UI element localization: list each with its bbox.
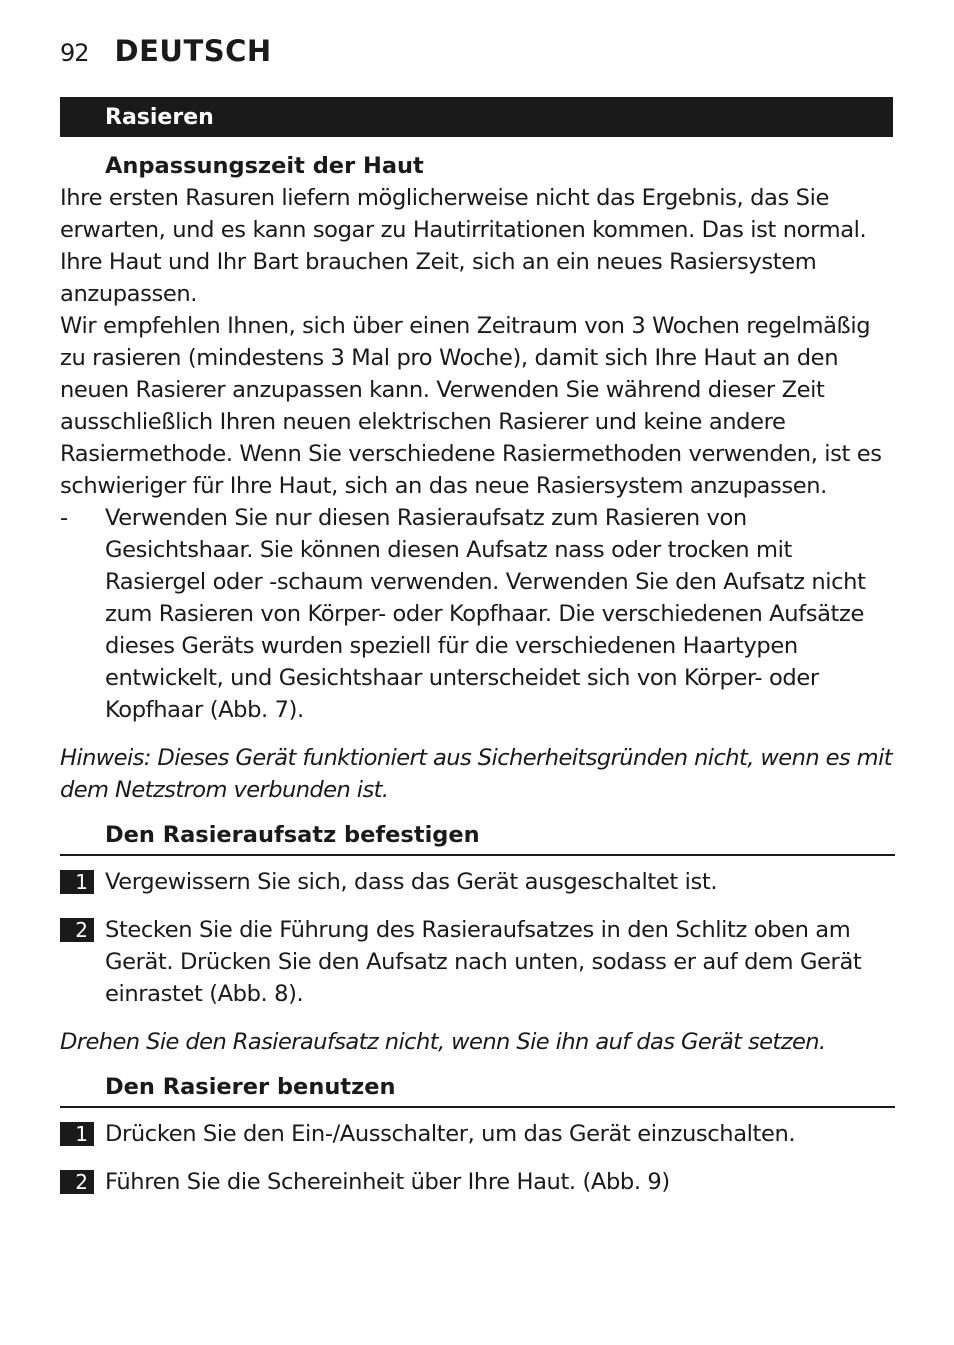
use-step-1 [60, 1118, 895, 1150]
language-title: DEUTSCH [114, 34, 272, 68]
step-text: Vergewissern Sie sich, dass das Gerät ausgeschaltet ist. [105, 869, 718, 895]
use-step-2 [60, 1166, 895, 1198]
use-heading: Den Rasierer benutzen [60, 1072, 895, 1108]
attach-heading: Den Rasieraufsatz befestigen [60, 820, 895, 856]
bullet-text: Verwenden Sie nur diesen Rasieraufsatz zum Rasieren von Gesichtshaar. Sie können diesen Aufsatz nass oder trocken mit Rasiergel oder -schaum verwenden. Verwenden Sie den Aufsatz nicht zum Rasieren von Körper- oder Kopfhaar. Die verschiedenen Aufsätze dieses Geräts wurden speziell für die verschiedenen Haartypen entwickelt, und Gesichtshaar unterscheidet sich von Körper- oder Kopfhaar (Abb. 7). [105, 505, 866, 723]
section-title: Rasieren [60, 97, 893, 137]
safety-note: Hinweis: Dieses Gerät funktioniert aus Sicherheitsgründen nicht, wenn es mit dem Netzstrom verbunden ist. [60, 745, 893, 803]
attach-step-2 [60, 914, 895, 1010]
page-header [60, 34, 272, 74]
skin-heading: Anpassungszeit der Haut [105, 153, 424, 179]
step-text: Drücken Sie den Ein-/Ausschalter, um das Gerät einzuschalten. [105, 1121, 796, 1147]
skin-paragraph-2: Wir empfehlen Ihnen, sich über einen Zeitraum von 3 Wochen regelmäßig zu rasieren (mindestens 3 Mal pro Woche), damit sich Ihre Haut an den neuen Rasierer anzupassen kann. Verwenden Sie während dieser Zeit ausschließlich Ihren neuen elektrischen Rasierer und keine andere Rasiermethode. Wenn Sie verschiedene Rasiermethoden verwenden, ist es schwieriger für Ihre Haut, sich an das neue Rasiersystem anzupassen. [60, 313, 882, 499]
skin-paragraph-1: Ihre ersten Rasuren liefern möglicherweise nicht das Ergebnis, das Sie erwarten, und es kann sogar zu Hautirritationen kommen. Das ist normal. Ihre Haut und Ihr Bart brauchen Zeit, sich an ein neues Rasiersystem anzupassen. [60, 185, 867, 307]
bullet-item [60, 502, 895, 726]
attach-step-1 [60, 866, 895, 898]
step-number-badge: 2 [60, 1170, 94, 1194]
page-content [60, 150, 895, 1198]
step-number-badge: 1 [60, 870, 94, 894]
step-number-badge: 1 [60, 1122, 94, 1146]
bullet-marker: - [60, 505, 68, 531]
step-text: Stecken Sie die Führung des Rasieraufsatzes in den Schlitz oben am Gerät. Drücken Sie den Aufsatz nach unten, sodass er auf dem Gerät einrastet (Abb. 8). [105, 917, 862, 1007]
page-number: 92 [60, 39, 89, 67]
rotation-note: Drehen Sie den Rasieraufsatz nicht, wenn Sie ihn auf das Gerät setzen. [60, 1029, 826, 1055]
step-number-badge: 2 [60, 918, 94, 942]
step-text: Führen Sie die Schereinheit über Ihre Haut. (Abb. 9) [105, 1169, 670, 1195]
